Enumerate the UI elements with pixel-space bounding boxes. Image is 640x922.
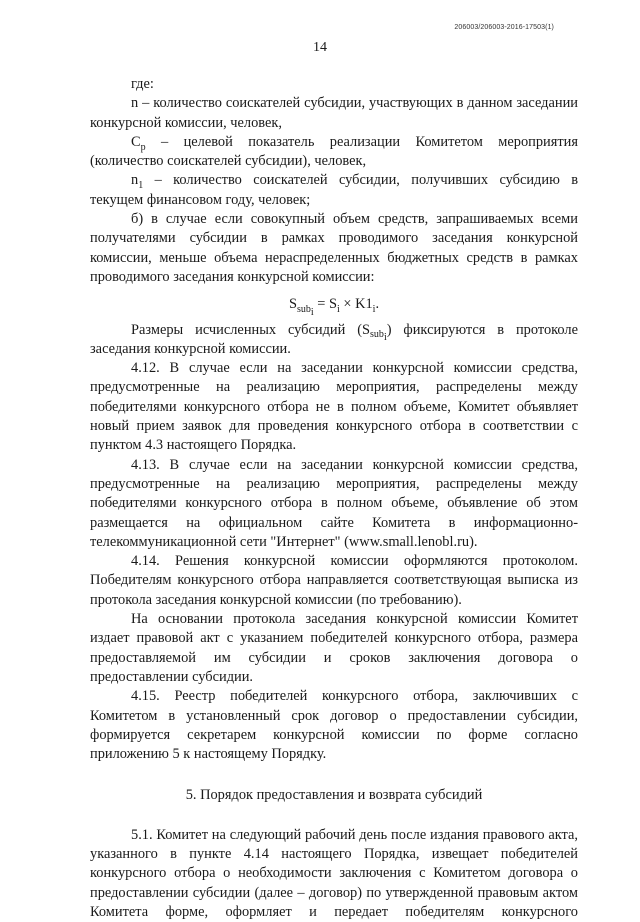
definition-cp-text: – целевой показатель реализации Комитетом мероприятия (количество соискателей субсидии), человек, xyxy=(90,133,578,170)
symbol-n1: n xyxy=(131,172,139,189)
definition-n xyxy=(90,94,578,133)
paragraph-sizes xyxy=(90,321,578,360)
formula-s: S xyxy=(328,296,337,313)
paragraph-5-1: 5.1. Комитет на следующий рабочий день после издания правового акта, указанного в пункте 4.14 настоящего Порядка, извещает победителей конкурсного отбора о необходимости заключения с Комитетом договора о предоставлении субсидии (далее – договор) по утвержденной правовым актом Комитета форме, оформляет и передает победителям конкурсного xyxy=(90,826,578,920)
document-id: 206003/206003-2016-17503(1) xyxy=(454,24,554,31)
sizes-text-before: Размеры исчисленных субсидий ( xyxy=(131,321,363,338)
formula-equals: = xyxy=(313,296,329,313)
where-label: где: xyxy=(131,76,154,92)
formula-s-sub: i xyxy=(336,304,340,316)
definition-n1-text: – количество соискателей субсидии, получивших субсидию в текущем финансовом году, человек; xyxy=(90,172,578,208)
formula-lhs-sub: sub xyxy=(296,304,311,316)
document-body xyxy=(90,75,578,922)
paragraph-4-12: 4.12. В случае если на заседании конкурсной комиссии средства, предусмотренные на реализацию мероприятия, распределены между победителями конкурсного отбора не в полном объеме, Комитет объявляет новый прием заявок для проведения конкурсного отбора в соответствии с пунктом 4.3 настоящего Порядка. xyxy=(90,360,578,454)
formula-lhs: S xyxy=(288,296,297,313)
definition-n-text: – количество соискателей субсидии, участвующих в данном заседании конкурсной комиссии, человек, xyxy=(90,95,578,131)
sizes-symbol-subsub: i xyxy=(383,332,387,344)
sizes-text-after: ) фиксируются в протоколе заседания конкурсной комиссии. xyxy=(90,321,578,357)
page-number: 14 xyxy=(313,40,327,55)
symbol-n1-sub: 1 xyxy=(138,180,144,192)
formula-times: × xyxy=(339,296,356,313)
formula-lhs-subsub: i xyxy=(310,307,314,319)
section-5-title: 5. Порядок предоставления и возврата субсидий xyxy=(185,787,483,804)
sizes-symbol-sub: sub xyxy=(370,329,384,341)
formula-end: . xyxy=(375,296,380,313)
formula xyxy=(90,295,578,319)
paragraph-b: б) в случае если совокупный объем средств, запрашиваемых всеми получателями субсидии в рамках проводимого заседания конкурсной комиссии, меньше объема нераспределенных бюджетных средств в рамках проводимого заседания конкурсной комиссии: xyxy=(90,211,578,285)
symbol-c-sub: p xyxy=(140,141,146,153)
symbol-c: C xyxy=(131,133,141,150)
paragraph-4-15: 4.15. Реестр победителей конкурсного отбора, заключивших с Комитетом в установленный срок договор о предоставлении субсидии, формируется секретарем конкурсной комиссии по форме согласно приложению 5 к настоящему Порядку. xyxy=(90,688,578,763)
symbol-n: n xyxy=(131,95,139,112)
formula-k-sub: i xyxy=(372,304,376,316)
sizes-symbol: S xyxy=(362,321,371,338)
formula-k: K1 xyxy=(355,296,373,313)
definition-cp xyxy=(90,133,578,172)
paragraph-4-13: 4.13. В случае если на заседании конкурсной комиссии средства, предусмотренные на реализацию мероприятия, распределены между победителями конкурсного отбора в полном объеме, объявление об этом размещается на официальном сайте Комитета в информационно-телекоммуникационной сети "Интернет" (www.small.lenobl.ru). xyxy=(90,456,578,550)
definition-n1 xyxy=(90,171,578,210)
paragraph-4-14: 4.14. Решения конкурсной комиссии оформляются протоколом. Победителям конкурсного отбора направляется соответствующая выписка из протокола заседания конкурсной комиссии (по требованию). xyxy=(90,553,578,608)
paragraph-4-14-b: На основании протокола заседания конкурсной комиссии Комитет издает правовой акт с указанием победителей конкурсного отбора, размера предоставляемой им субсидии и сроков заключения договора о предоставлении субсидии. xyxy=(90,611,578,685)
